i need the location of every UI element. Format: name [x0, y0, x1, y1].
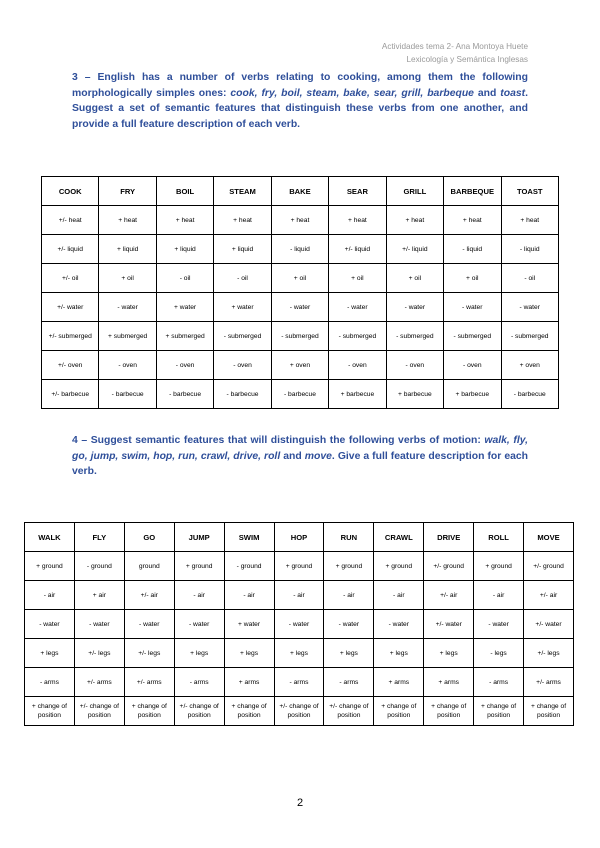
table-row — [25, 639, 574, 668]
table-cell: +/- change of position — [324, 697, 374, 726]
table-cell: - submerged — [501, 322, 559, 351]
table-cell: + heat — [501, 206, 559, 235]
column-header: GO — [124, 523, 174, 552]
table-cell: +/- liquid — [386, 235, 443, 264]
table-cell: + change of position — [474, 697, 524, 726]
table-cell: + heat — [214, 206, 271, 235]
table-cell: - oven — [444, 351, 501, 380]
question-3-examples: cook, fry, boil, steam, bake, sear, grill, barbeque — [230, 87, 474, 99]
table-cell: +/- liquid — [42, 235, 99, 264]
question-4-examples: walk, fly, go, jump, swim, hop, run, crawl, drive, roll — [72, 435, 528, 462]
table-cell: + ground — [474, 552, 524, 581]
table-cell: + barbecue — [329, 380, 386, 409]
table-cell: - air — [224, 581, 274, 610]
table-cell: - oil — [214, 264, 271, 293]
table-cell: + ground — [374, 552, 424, 581]
table-cell: - barbecue — [271, 380, 328, 409]
table-cell: - liquid — [501, 235, 559, 264]
cooking-verbs-table — [41, 176, 559, 409]
table-cell: - air — [174, 581, 224, 610]
page-number: 2 — [296, 797, 304, 809]
column-header: CRAWL — [374, 523, 424, 552]
table-cell: - air — [374, 581, 424, 610]
table-cell: + heat — [156, 206, 213, 235]
table-cell: - water — [444, 293, 501, 322]
table-cell: + oil — [99, 264, 156, 293]
table-cell: - liquid — [271, 235, 328, 264]
table-row — [25, 552, 574, 581]
column-header: MOVE — [524, 523, 574, 552]
question-3-and: and — [473, 87, 501, 99]
table-cell: +/- ground — [524, 552, 574, 581]
table-cell: - arms — [324, 668, 374, 697]
table-cell: + submerged — [99, 322, 156, 351]
table-cell: +/- barbecue — [42, 380, 99, 409]
page-header — [382, 40, 528, 66]
question-3-text: 3 – English has a number of verbs relating to cooking, among them the following morphologically simples ones: — [72, 72, 528, 99]
table-cell: + heat — [271, 206, 328, 235]
table-cell: - oven — [156, 351, 213, 380]
table-cell: ground — [124, 552, 174, 581]
table-row — [42, 351, 559, 380]
column-header: WALK — [25, 523, 75, 552]
table-cell: +/- oil — [42, 264, 99, 293]
table-cell: - oven — [214, 351, 271, 380]
table-cell: - submerged — [444, 322, 501, 351]
column-header: JUMP — [174, 523, 224, 552]
table-cell: - air — [474, 581, 524, 610]
table-cell: + arms — [374, 668, 424, 697]
table-cell: + change of position — [25, 697, 75, 726]
table-cell: + change of position — [374, 697, 424, 726]
table-cell: +/- air — [524, 581, 574, 610]
table-cell: - water — [124, 610, 174, 639]
table-cell: + water — [214, 293, 271, 322]
table-cell: + liquid — [156, 235, 213, 264]
table-cell: - barbecue — [99, 380, 156, 409]
question-3-last-example: toast — [500, 87, 526, 99]
table-cell: - oven — [329, 351, 386, 380]
table-cell: +/- water — [42, 293, 99, 322]
column-header: SWIM — [224, 523, 274, 552]
table-cell: - oil — [501, 264, 559, 293]
table-row — [42, 380, 559, 409]
table-cell: + barbecue — [444, 380, 501, 409]
column-header: SEAR — [329, 177, 386, 206]
table-cell: + oil — [329, 264, 386, 293]
table-cell: + heat — [99, 206, 156, 235]
question-4-last-example: move — [304, 450, 332, 462]
table-cell: - air — [274, 581, 324, 610]
table-cell: - oil — [156, 264, 213, 293]
table-cell: + ground — [25, 552, 75, 581]
table-row — [25, 581, 574, 610]
table-cell: +/- air — [424, 581, 474, 610]
table-cell: - water — [386, 293, 443, 322]
table-cell: + legs — [374, 639, 424, 668]
table-cell: +/- water — [524, 610, 574, 639]
table-cell: + oil — [271, 264, 328, 293]
table-cell: - water — [501, 293, 559, 322]
table-cell: + oil — [444, 264, 501, 293]
table-cell: + submerged — [156, 322, 213, 351]
table-row — [42, 235, 559, 264]
table-cell: +/- oven — [42, 351, 99, 380]
table-cell: + heat — [444, 206, 501, 235]
table-cell: - submerged — [386, 322, 443, 351]
table-cell: + heat — [329, 206, 386, 235]
table-cell: + legs — [274, 639, 324, 668]
table-row — [25, 668, 574, 697]
table-cell: + legs — [424, 639, 474, 668]
question-4-text-end: . Give a full feature description for each verb. — [72, 450, 529, 477]
table-cell: - arms — [25, 668, 75, 697]
table-cell: - water — [329, 293, 386, 322]
header-line-1: Actividades tema 2- Ana Montoya Huete — [381, 42, 528, 51]
table-cell: - liquid — [444, 235, 501, 264]
column-header: COOK — [42, 177, 99, 206]
table-cell: +/- change of position — [74, 697, 124, 726]
table-row — [42, 206, 559, 235]
table-cell: - submerged — [271, 322, 328, 351]
table-cell: + oil — [386, 264, 443, 293]
table-row — [25, 610, 574, 639]
column-header: STEAM — [214, 177, 271, 206]
table-cell: +/- ground — [424, 552, 474, 581]
table-row — [25, 697, 574, 726]
table-cell: - submerged — [329, 322, 386, 351]
table-cell: +/- arms — [524, 668, 574, 697]
table-cell: - water — [374, 610, 424, 639]
table-cell: + legs — [224, 639, 274, 668]
column-header: BOIL — [156, 177, 213, 206]
table-cell: +/- legs — [74, 639, 124, 668]
header-line-2: Lexicología y Semántica Inglesas — [406, 55, 528, 64]
question-4-and: and — [280, 450, 305, 462]
table-cell: +/- legs — [124, 639, 174, 668]
table-cell: + oven — [271, 351, 328, 380]
table-header-row — [25, 523, 574, 552]
table-cell: - air — [324, 581, 374, 610]
table-row — [42, 293, 559, 322]
table-cell: +/- air — [124, 581, 174, 610]
table-cell: - air — [25, 581, 75, 610]
table-cell: - water — [274, 610, 324, 639]
table-cell: + ground — [174, 552, 224, 581]
column-header: BAKE — [271, 177, 328, 206]
column-header: BARBEQUE — [444, 177, 501, 206]
table-cell: - legs — [474, 639, 524, 668]
column-header: GRILL — [386, 177, 443, 206]
table-cell: - arms — [174, 668, 224, 697]
table-cell: - water — [99, 293, 156, 322]
table-cell: - ground — [74, 552, 124, 581]
table-cell: - water — [25, 610, 75, 639]
question-3-text-end: . Suggest a set of semantic features that distinguish these verbs from one another, and provide a full feature description of each verb. — [72, 87, 528, 130]
table-cell: - water — [271, 293, 328, 322]
column-header: FRY — [99, 177, 156, 206]
table-cell: +/- liquid — [329, 235, 386, 264]
table-cell: + liquid — [99, 235, 156, 264]
motion-verbs-table — [24, 522, 574, 726]
column-header: DRIVE — [424, 523, 474, 552]
table-cell: + air — [74, 581, 124, 610]
column-header: TOAST — [501, 177, 559, 206]
table-cell: +/- change of position — [174, 697, 224, 726]
table-cell: - barbecue — [501, 380, 559, 409]
table-cell: - water — [324, 610, 374, 639]
table-cell: + water — [156, 293, 213, 322]
table-cell: + change of position — [224, 697, 274, 726]
table-cell: - barbecue — [156, 380, 213, 409]
table-cell: - barbecue — [214, 380, 271, 409]
table-cell: + ground — [274, 552, 324, 581]
table-cell: - arms — [274, 668, 324, 697]
table-cell: + legs — [25, 639, 75, 668]
table-cell: + change of position — [424, 697, 474, 726]
table-cell: +/- heat — [42, 206, 99, 235]
column-header: FLY — [74, 523, 124, 552]
table-cell: + arms — [224, 668, 274, 697]
table-cell: - water — [74, 610, 124, 639]
table-cell: +/- change of position — [274, 697, 324, 726]
table-cell: + water — [224, 610, 274, 639]
table-cell: +/- arms — [74, 668, 124, 697]
table-cell: + legs — [174, 639, 224, 668]
table-cell: + oven — [501, 351, 559, 380]
column-header: RUN — [324, 523, 374, 552]
table-row — [42, 264, 559, 293]
table-header-row — [42, 177, 559, 206]
table-cell: + change of position — [524, 697, 574, 726]
table-cell: - oven — [99, 351, 156, 380]
table-cell: - water — [474, 610, 524, 639]
table-row — [42, 322, 559, 351]
table-cell: - arms — [474, 668, 524, 697]
table-cell: +/- water — [424, 610, 474, 639]
table-cell: - oven — [386, 351, 443, 380]
table-cell: +/- submerged — [42, 322, 99, 351]
table-cell: + arms — [424, 668, 474, 697]
question-3 — [72, 70, 528, 132]
table-cell: - ground — [224, 552, 274, 581]
table-cell: + liquid — [214, 235, 271, 264]
table-cell: + ground — [324, 552, 374, 581]
table-cell: +/- legs — [524, 639, 574, 668]
question-4 — [72, 433, 528, 480]
table-cell: + legs — [324, 639, 374, 668]
table-cell: + barbecue — [386, 380, 443, 409]
question-4-text: 4 – Suggest semantic features that will distinguish the following verbs of motion: — [72, 435, 485, 446]
table-cell: - water — [174, 610, 224, 639]
column-header: HOP — [274, 523, 324, 552]
table-cell: +/- arms — [124, 668, 174, 697]
table-cell: + heat — [386, 206, 443, 235]
table-cell: - submerged — [214, 322, 271, 351]
column-header: ROLL — [474, 523, 524, 552]
table-cell: + change of position — [124, 697, 174, 726]
